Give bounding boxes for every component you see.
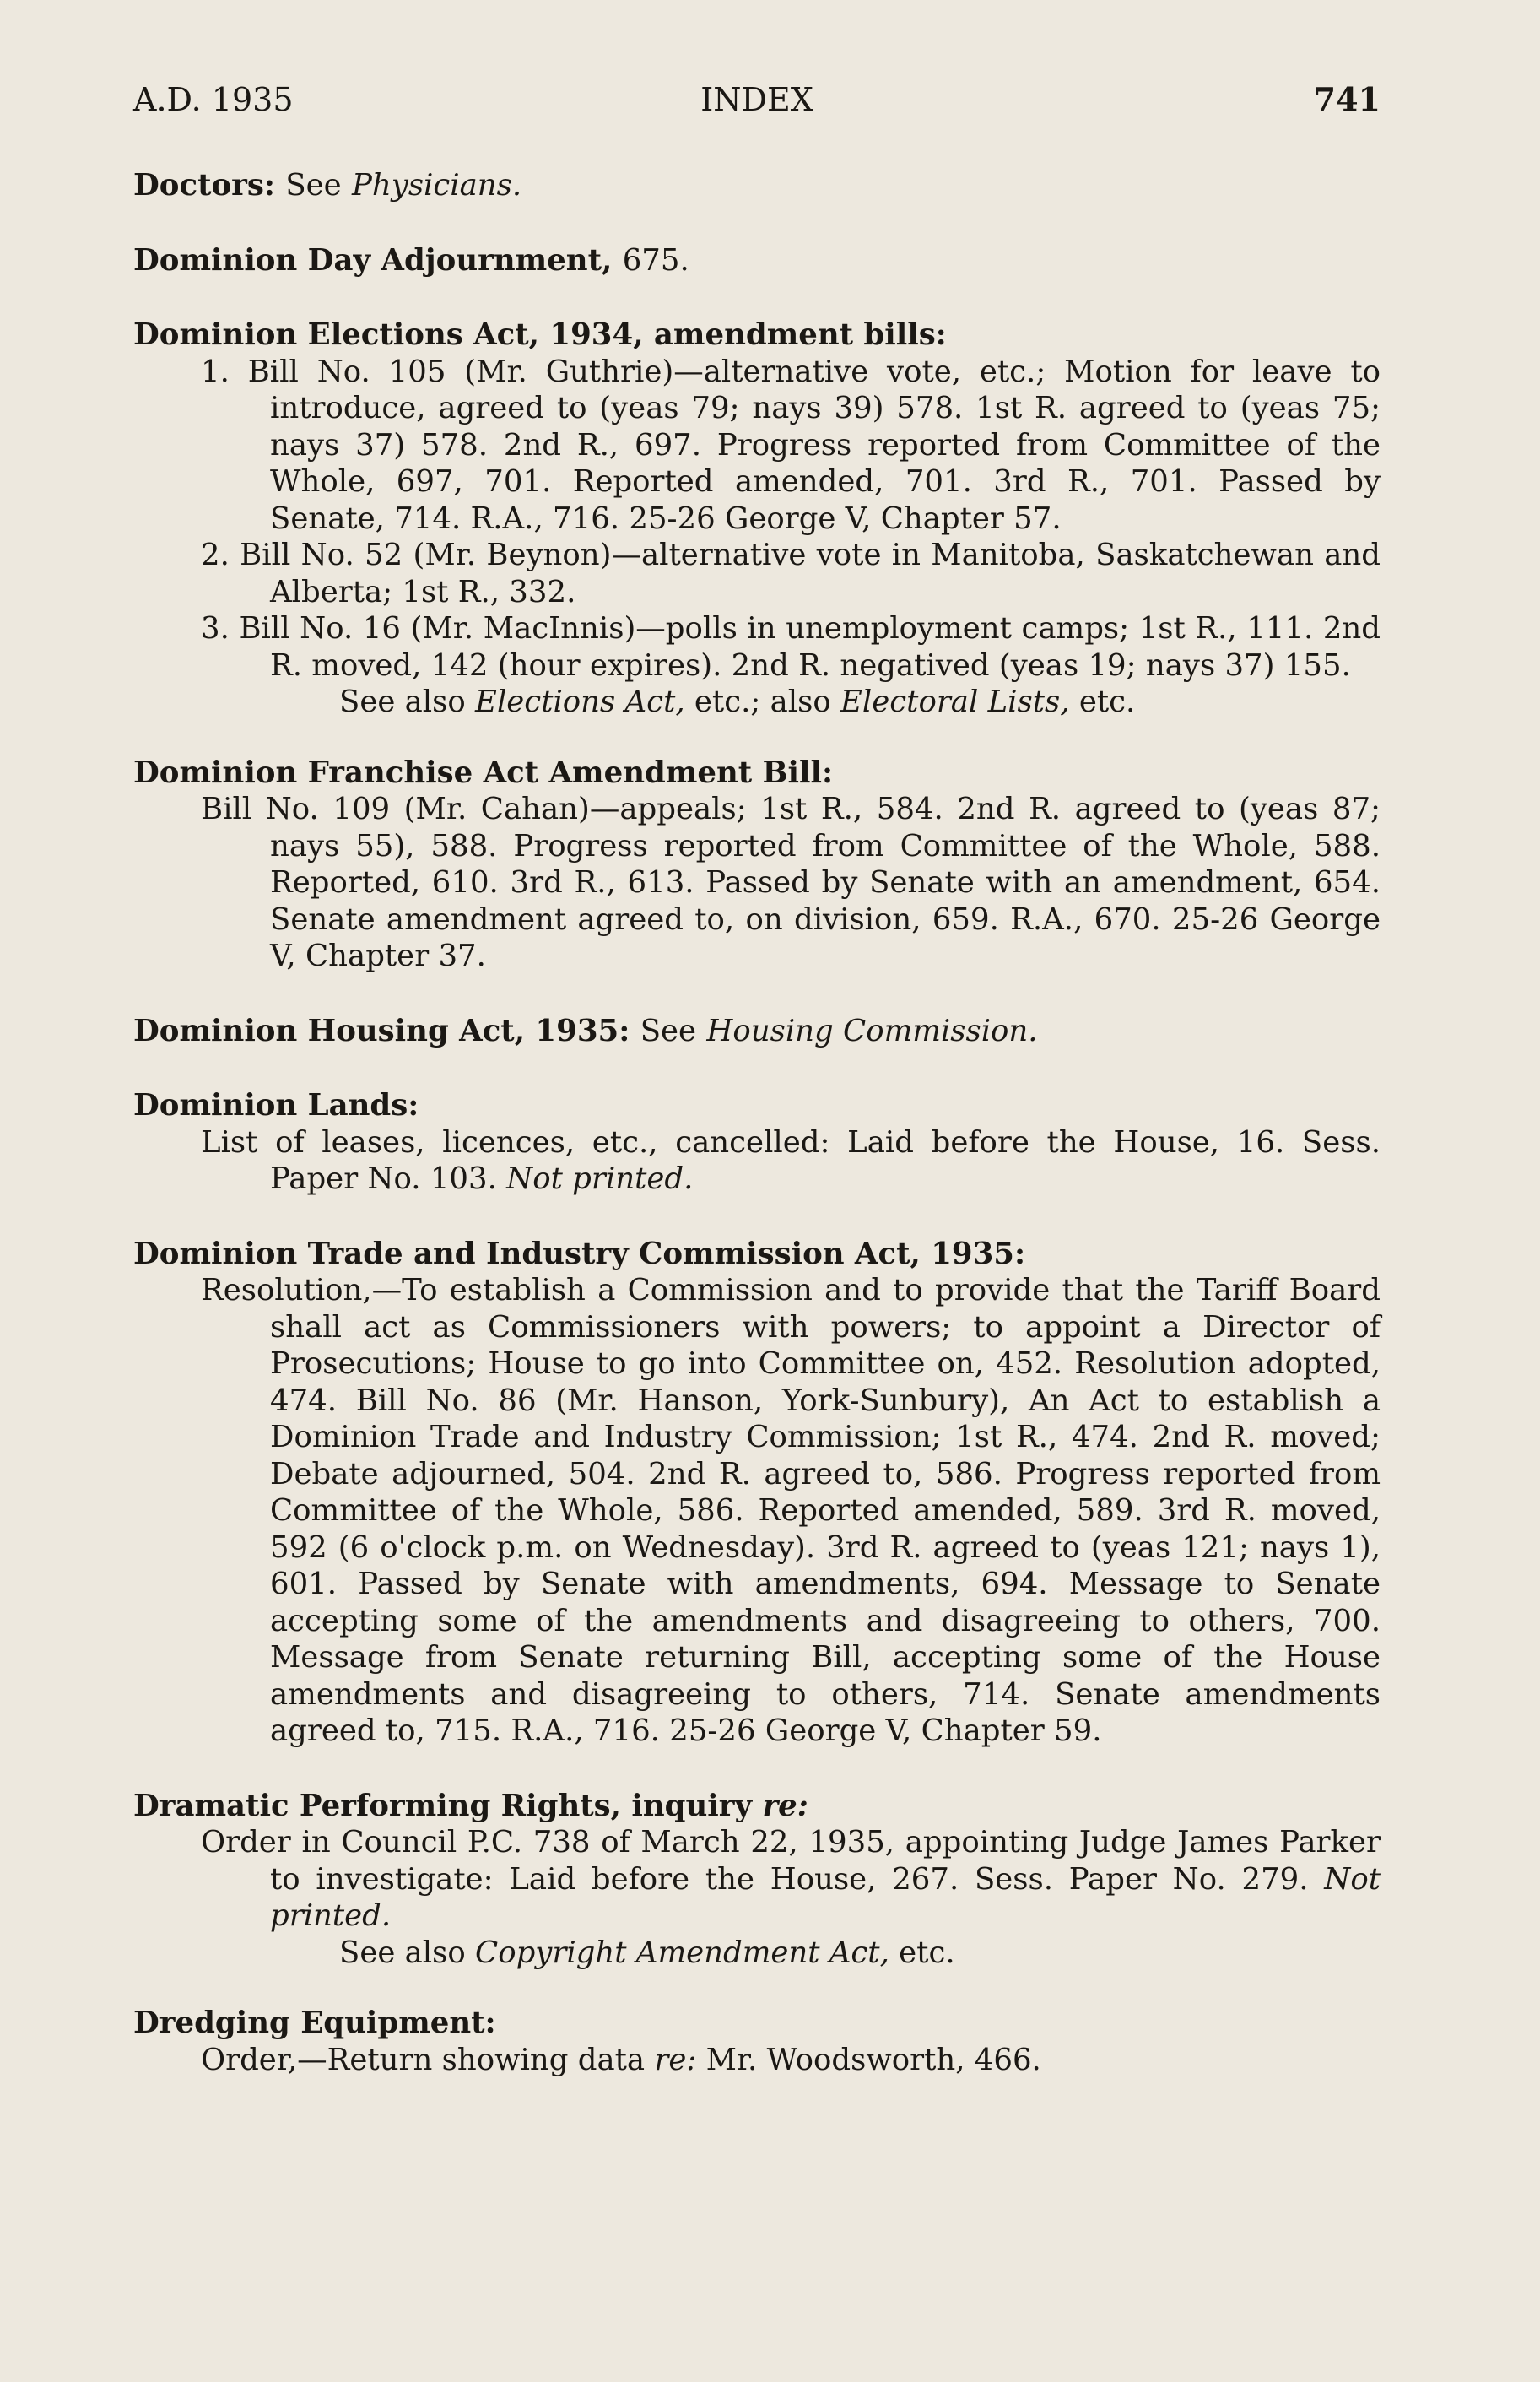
cross-reference: Physicians.: [352, 168, 522, 203]
not-printed-note: Not printed.: [270, 1861, 1381, 1933]
index-entry-dominion-lands: [133, 1087, 1381, 1198]
index-entry-trade-industry-act: [133, 1236, 1381, 1750]
entry-heading-re: re:: [762, 1788, 808, 1823]
not-printed-note: Not printed.: [506, 1161, 694, 1196]
index-entry-dramatic-rights: [133, 1788, 1381, 1972]
page-number: 741: [1313, 80, 1381, 118]
entry-text: Order,—Return showing data re: Mr. Woodsworth, 466.: [201, 2042, 1041, 2077]
entry-text: Resolution,—To establish a Commission and to provide that the Tariff Board shall act as Commissioners with powers; to appoint a Director of Prosecutions; House to go into Committee on, 452. Resolution adopted, 474. Bill No. 86 (Mr. Hanson, York-Sunbury), An Act to establish a Dominion Trade and Industry Commission; 1st R., 474. 2nd R. moved; Debate adjourned, 504. 2nd R. agreed to, 586. Progress reported from Committee of the Whole, 586. Reported amended, 589. 3rd R. moved, 592 (6 o'clock p.m. on Wednesday). 3rd R. agreed to (yeas 121; nays 1), 601. Passed by Senate with amendments, 694. Message to Senate accepting some of the amendments and disagreeing to others, 700. Message from Senate returning Bill, accepting some of the House amendments and disagreeing to others, 714. Senate amendments agreed to, 715. R.A., 716. 25-26 George V, Chapter 59.: [201, 1273, 1381, 1748]
header-year: A.D. 1935: [133, 81, 294, 118]
header-title: INDEX: [700, 81, 813, 118]
entry-text: Bill No. 109 (Mr. Cahan)—appeals; 1st R., 584. 2nd R. agreed to (yeas 87; nays 55), 588. Progress reported from Committee of the Whole, 588. Reported, 610. 3rd R., 613. Passed by Senate with an amendment, 654. Senate amendment agreed to, on division, 659. R.A., 670. 25-26 George V, Chapter 37.: [201, 792, 1381, 973]
see-label: See: [640, 1013, 697, 1048]
index-entry-elections-act: [133, 317, 1381, 721]
cross-reference: Electoral Lists,: [840, 685, 1070, 719]
page-reference: 675.: [622, 242, 689, 278]
entry-heading: Doctors:: [133, 168, 275, 203]
entry-heading: Dominion Franchise Act Amendment Bill:: [133, 755, 834, 790]
list-item: 1. Bill No. 105 (Mr. Guthrie)—alternative vote, etc.; Motion for leave to introduce, agreed to (yeas 79; nays 39) 578. 1st R. agreed to (yeas 75; nays 37) 578. 2nd R., 697. Progress reported from Committee of the Whole, 697, 701. Reported amended, 701. 3rd R., 701. Passed by Senate, 714. R.A., 716. 25-26 George V, Chapter 57.: [201, 354, 1381, 536]
entry-text: List of leases, licences, etc., cancelled: Laid before the House, 16. Sess. Paper No. 103. Not printed.: [201, 1124, 1381, 1196]
list-item: 2. Bill No. 52 (Mr. Beynon)—alternative vote in Manitoba, Saskatchewan and Alberta; 1st R., 332.: [201, 538, 1381, 609]
list-item: 3. Bill No. 16 (Mr. MacInnis)—polls in unemployment camps; 1st R., 111. 2nd R. moved, 142 (hour expires). 2nd R. negatived (yeas 19; nays 37) 155.: [201, 611, 1381, 683]
index-entry-doctors: [133, 167, 1381, 204]
index-entry-franchise-act: [133, 755, 1381, 975]
entry-heading: Dredging Equipment:: [133, 2006, 496, 2040]
cross-reference: Copyright Amendment Act,: [475, 1935, 889, 1970]
index-body: [133, 167, 1381, 2116]
see-also-line: See also Copyright Amendment Act, etc.: [339, 1935, 955, 1970]
cross-reference: Housing Commission.: [706, 1013, 1038, 1048]
index-entry-dominion-day: [133, 242, 1381, 279]
page-header: [133, 78, 1381, 122]
cross-reference: Elections Act,: [475, 685, 685, 719]
entry-heading: Dominion Day Adjournment,: [133, 242, 613, 278]
see-label: See: [285, 168, 342, 203]
entry-heading: Dramatic Performing Rights, inquiry: [133, 1788, 753, 1823]
see-also-line: See also Elections Act, etc.; also Electoral Lists, etc.: [339, 685, 1136, 719]
entry-heading: Dominion Trade and Industry Commission Act, 1935:: [133, 1236, 1026, 1271]
entry-text: Order in Council P.C. 738 of March 22, 1935, appointing Judge James Parker to investigate: Laid before the House, 267. Sess. Paper No. 279. Not printed.: [201, 1825, 1381, 1933]
entry-heading: Dominion Elections Act, 1934, amendment bills:: [133, 317, 947, 352]
index-entry-dredging: [133, 2005, 1381, 2078]
entry-heading: Dominion Housing Act, 1935:: [133, 1013, 630, 1048]
entry-heading: Dominion Lands:: [133, 1088, 419, 1123]
index-entry-housing-act: [133, 1013, 1381, 1050]
